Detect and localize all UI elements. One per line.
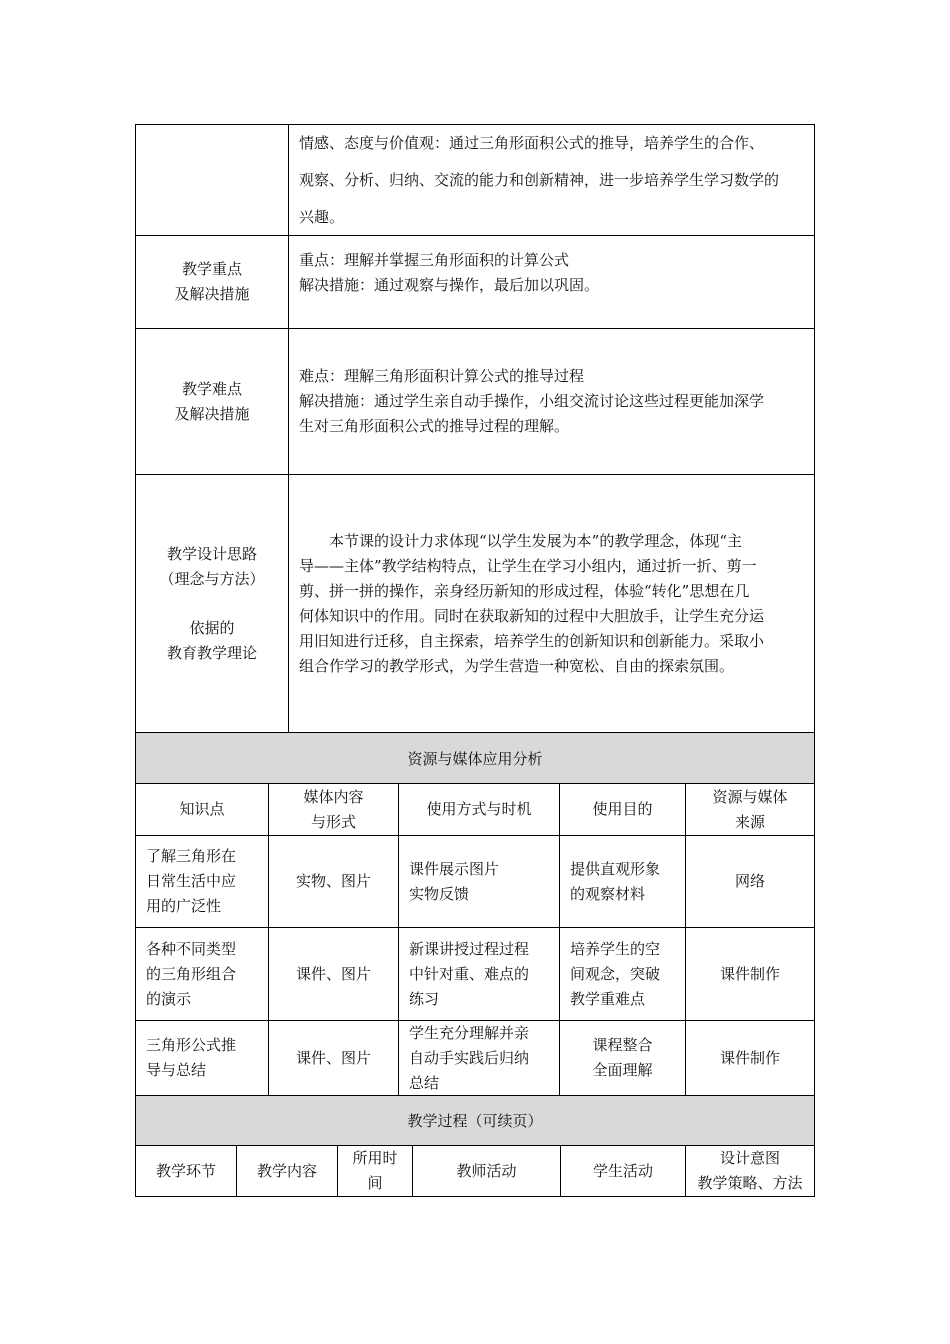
emotion-row <box>136 125 814 235</box>
cell-line: 的观察材料 <box>570 884 646 903</box>
cell-line: 新课讲授过程过程 <box>409 939 530 958</box>
media-cell <box>268 836 398 927</box>
cell-line: 网络 <box>734 872 765 890</box>
difficulty-line: 难点：理解三角形面积计算公式的推导过程 <box>299 367 585 385</box>
header-text: 资源与媒体 <box>712 787 788 806</box>
media-cell <box>268 1021 398 1095</box>
key-line: 解决措施：通过观察与操作，最后加以巩固。 <box>299 276 600 294</box>
knowledge-cell <box>136 1021 268 1095</box>
cell-line: 提供直观形象 <box>570 859 661 878</box>
key-points-row <box>136 235 814 328</box>
resource-header-row <box>136 783 814 835</box>
lesson-plan-table <box>135 124 815 1197</box>
label-line: 及解决措施 <box>174 285 250 303</box>
resource-section-header <box>136 732 814 783</box>
knowledge-cell <box>136 836 268 927</box>
emotion-text <box>288 125 814 235</box>
cell-line: 课件制作 <box>719 1048 780 1067</box>
purpose-cell <box>559 836 685 927</box>
label-line: 教育教学理论 <box>166 643 257 662</box>
cell-line: 用的广泛性 <box>146 897 222 915</box>
difficulty-row <box>136 328 814 474</box>
usage-cell <box>398 836 559 927</box>
header-usage <box>398 784 559 835</box>
cell-line: 练习 <box>409 989 440 1008</box>
header-text: 知识点 <box>179 800 225 818</box>
design-line: 用旧知进行迁移，自主探索，培养学生的创新知识和创新能力。采取小 <box>299 632 765 650</box>
header-source <box>685 784 814 835</box>
purpose-cell <box>559 1021 685 1095</box>
key-points-label <box>136 236 288 328</box>
header-text: 教学环节 <box>155 1161 216 1180</box>
cell-line: 了解三角形在 <box>146 847 237 865</box>
difficulty-label <box>136 329 288 474</box>
source-cell <box>685 928 814 1020</box>
design-line: 剪、拼一拼的操作，亲身经历新知的形成过程，体验“转化”思想在几 <box>299 582 750 600</box>
label-line: （理念与方法） <box>159 569 265 588</box>
key-points-text <box>288 236 814 328</box>
header-text: 媒体内容 <box>303 787 364 806</box>
table-row <box>136 1020 814 1095</box>
header-text: 来源 <box>734 812 765 831</box>
cell-line: 的演示 <box>146 989 192 1008</box>
cell-line: 课件、图片 <box>295 964 371 983</box>
label-line: 教学设计思路 <box>166 544 257 563</box>
header-media <box>268 784 398 835</box>
cell-line: 中针对重、难点的 <box>409 964 530 983</box>
cell-line: 导与总结 <box>146 1061 207 1079</box>
cell-line: 实物、图片 <box>295 872 371 890</box>
label-line: 依据的 <box>189 618 235 637</box>
cell-line: 课件展示图片 <box>409 859 500 878</box>
label-line: 教学重点 <box>181 260 242 278</box>
cell-line: 全面理解 <box>592 1061 653 1079</box>
cell-line: 课件制作 <box>719 964 780 983</box>
header-content <box>236 1146 337 1196</box>
cell-line: 课件、图片 <box>295 1048 371 1067</box>
label-line: 教学难点 <box>181 379 242 398</box>
design-line: 何体知识中的作用。同时在获取新知的过程中大胆放手，让学生充分运 <box>299 607 765 625</box>
cell-line: 的三角形组合 <box>146 964 237 983</box>
header-text: 教学策略、方法 <box>697 1174 803 1192</box>
emotion-line: 情感、态度与价值观：通过三角形面积公式的推导，培养学生的合作、 <box>299 134 765 152</box>
cell-line: 学生充分理解并亲 <box>409 1023 530 1042</box>
design-line: 组合作学习的教学形式，为学生营造一种宽松、自由的探索氛围。 <box>299 657 735 675</box>
header-text: 所用时 <box>352 1149 398 1167</box>
difficulty-line: 解决措施：通过学生亲自动手操作，小组交流讨论这些过程更能加深学 <box>299 392 765 410</box>
knowledge-cell <box>136 928 268 1020</box>
cell-line: 培养学生的空 <box>570 939 661 958</box>
cell-line: 三角形公式推 <box>146 1036 237 1054</box>
media-cell <box>268 928 398 1020</box>
table-row <box>136 835 814 927</box>
header-stage <box>136 1146 236 1196</box>
table-row <box>136 927 814 1020</box>
label-line: 及解决措施 <box>174 404 250 423</box>
process-header-row <box>136 1145 814 1196</box>
cell-line: 各种不同类型 <box>146 939 237 958</box>
header-text: 设计意图 <box>719 1149 780 1167</box>
process-section-header <box>136 1095 814 1145</box>
key-line: 重点：理解并掌握三角形面积的计算公式 <box>299 251 570 269</box>
cell-line: 教学重难点 <box>570 989 646 1008</box>
cell-line: 日常生活中应 <box>146 872 237 890</box>
emotion-line: 观察、分析、归纳、交流的能力和创新精神，进一步培养学生学习数学的 <box>299 171 780 189</box>
difficulty-line: 生对三角形面积公式的推导过程的理解。 <box>299 417 570 435</box>
resource-section-title: 资源与媒体应用分析 <box>407 749 543 768</box>
design-line: 本节课的设计力求体现“以学生发展为本”的教学理念，体现“主 <box>329 532 743 550</box>
header-student <box>560 1146 685 1196</box>
process-section-title: 教学过程（可续页） <box>407 1112 543 1130</box>
header-text: 间 <box>367 1174 383 1192</box>
header-text: 教学内容 <box>256 1161 317 1180</box>
cell-line: 总结 <box>409 1073 440 1092</box>
header-teacher <box>412 1146 560 1196</box>
header-text: 学生活动 <box>592 1161 653 1180</box>
design-line: 导——主体”教学结构特点，让学生在学习小组内，通过折一折、剪一 <box>299 557 757 575</box>
header-intent <box>685 1146 814 1196</box>
design-text <box>288 475 814 732</box>
emotion-label-cell <box>136 125 288 235</box>
cell-line: 自动手实践后归纳 <box>409 1048 530 1067</box>
cell-line: 实物反馈 <box>409 884 470 903</box>
source-cell <box>685 836 814 927</box>
header-text: 使用目的 <box>592 800 653 818</box>
design-label <box>136 475 288 732</box>
header-knowledge <box>136 784 268 835</box>
cell-line: 课程整合 <box>592 1036 653 1054</box>
purpose-cell <box>559 928 685 1020</box>
header-purpose <box>559 784 685 835</box>
difficulty-text <box>288 329 814 474</box>
header-time <box>337 1146 412 1196</box>
header-text: 与形式 <box>310 812 356 831</box>
usage-cell <box>398 1021 559 1095</box>
usage-cell <box>398 928 559 1020</box>
emotion-line: 兴趣。 <box>299 208 345 226</box>
cell-line: 间观念，突破 <box>570 964 661 983</box>
header-text: 教师活动 <box>456 1161 517 1180</box>
design-row <box>136 474 814 732</box>
source-cell <box>685 1021 814 1095</box>
header-text: 使用方式与时机 <box>426 800 532 818</box>
